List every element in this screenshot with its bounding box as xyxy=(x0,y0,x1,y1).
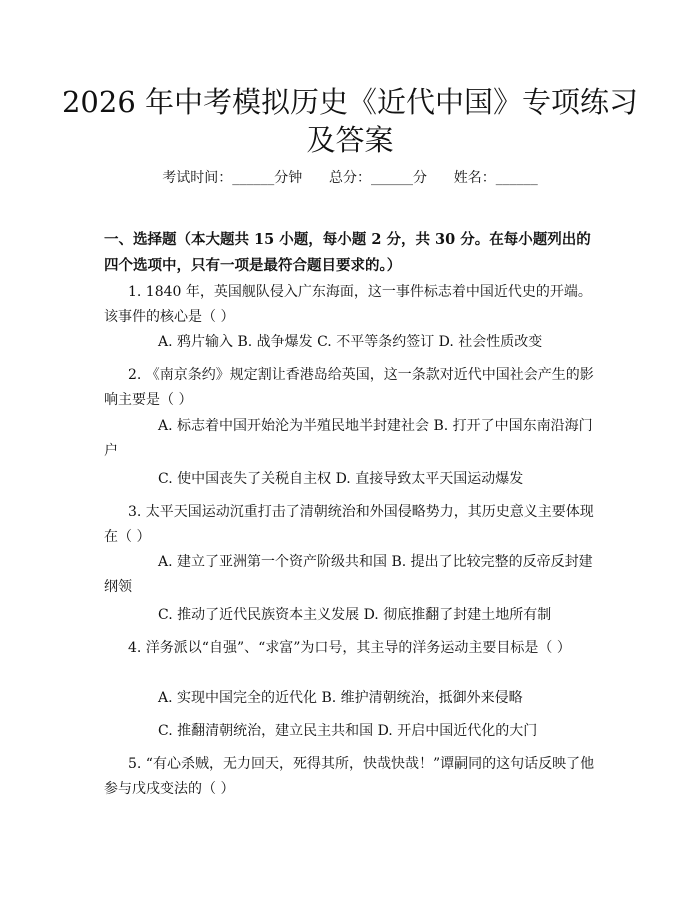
exam-info-line: 考试时间：______分钟 总分：______分 姓名：______ xyxy=(162,170,538,186)
question-2-options-a-b: A. 标志着中国开始沦为半殖民地半封建社会 B. 打开了中国东南沿海门户 xyxy=(104,418,593,459)
question-4: 4. 洋务派以“自强”、“求富”为口号，其主导的洋务运动主要目标是（ ） xyxy=(128,640,571,656)
question-3-options-a-b: A. 建立了亚洲第一个资产阶级共和国 B. 提出了比较完整的反帝反封建纲领 xyxy=(104,554,593,595)
question-2-options-c-d: C. 使中国丧失了关税自主权 D. 直接导致太平天国运动爆发 xyxy=(158,471,524,487)
page-title: 2026 年中考模拟历史《近代中国》专项练习 xyxy=(61,85,639,119)
section-heading: 一、选择题（本大题共 15 小题，每小题 2 分，共 30 分。在每小题列出的四个选项中，只有一项是最符合题目要求的。） xyxy=(104,231,591,274)
question-1: 1. 1840 年，英国舰队侵入广东海面，这一事件标志着中国近代史的开端。该事件的核心是（ ） xyxy=(104,284,592,325)
question-4-options-c-d: C. 推翻清朝统治，建立民主共和国 D. 开启中国近代化的大门 xyxy=(158,723,538,739)
question-3: 3. 太平天国运动沉重打击了清朝统治和外国侵略势力，其历史意义主要体现在（ ） xyxy=(104,504,594,545)
page-title-continued: 及答案 xyxy=(306,123,394,157)
question-4-options-a-b: A. 实现中国完全的近代化 B. 维护清朝统治，抵御外来侵略 xyxy=(158,690,523,706)
question-3-options-c-d: C. 推动了近代民族资本主义发展 D. 彻底推翻了封建土地所有制 xyxy=(158,607,552,623)
question-2: 2. 《南京条约》规定割让香港岛给英国，这一条款对近代中国社会产生的影响主要是（ ） xyxy=(104,367,594,408)
question-1-options: A. 鸦片输入 B. 战争爆发 C. 不平等条约签订 D. 社会性质改变 xyxy=(158,334,543,350)
question-5: 5. “有心杀贼，无力回天，死得其所，快哉快哉！”谭嗣同的这句话反映了他参与戊戌变法的（ ） xyxy=(104,756,595,797)
